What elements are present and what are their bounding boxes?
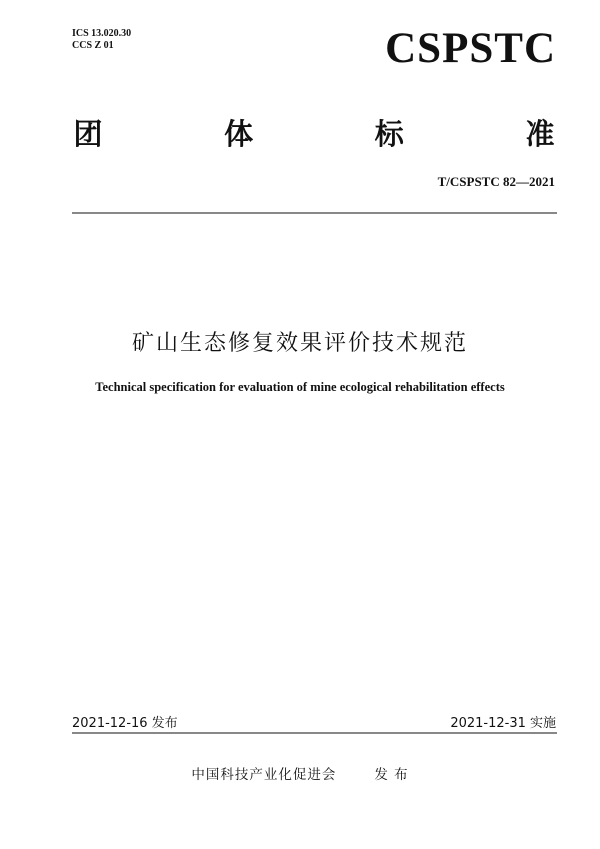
brand-logo-text: CSPSTC bbox=[385, 25, 556, 72]
publisher bbox=[0, 763, 600, 783]
standard-kind bbox=[72, 112, 556, 153]
kind-char: 准 bbox=[525, 117, 555, 151]
standard-code: T/CSPSTC 82—2021 bbox=[437, 174, 555, 189]
classification-codes bbox=[72, 28, 131, 52]
effective-date: 2021-12-31 实施 bbox=[450, 716, 556, 731]
title-chinese: 矿山生态修复效果评价技术规范 bbox=[131, 331, 468, 356]
title-english: Technical specification for evaluation of mine ecological rehabilitation effects bbox=[95, 380, 505, 394]
kind-char: 团 bbox=[73, 117, 103, 151]
kind-char: 体 bbox=[224, 117, 254, 151]
bottom-divider bbox=[72, 732, 557, 734]
publish-date: 2021-12-16 发布 bbox=[72, 716, 178, 731]
ics-code: ICS 13.020.30 bbox=[72, 28, 132, 39]
top-divider bbox=[72, 212, 557, 214]
kind-char: 标 bbox=[374, 117, 404, 151]
ccs-code: CCS Z 01 bbox=[72, 40, 114, 51]
publisher-action: 发 布 bbox=[374, 767, 409, 783]
publisher-name: 中国科技产业化促进会 bbox=[191, 767, 337, 783]
